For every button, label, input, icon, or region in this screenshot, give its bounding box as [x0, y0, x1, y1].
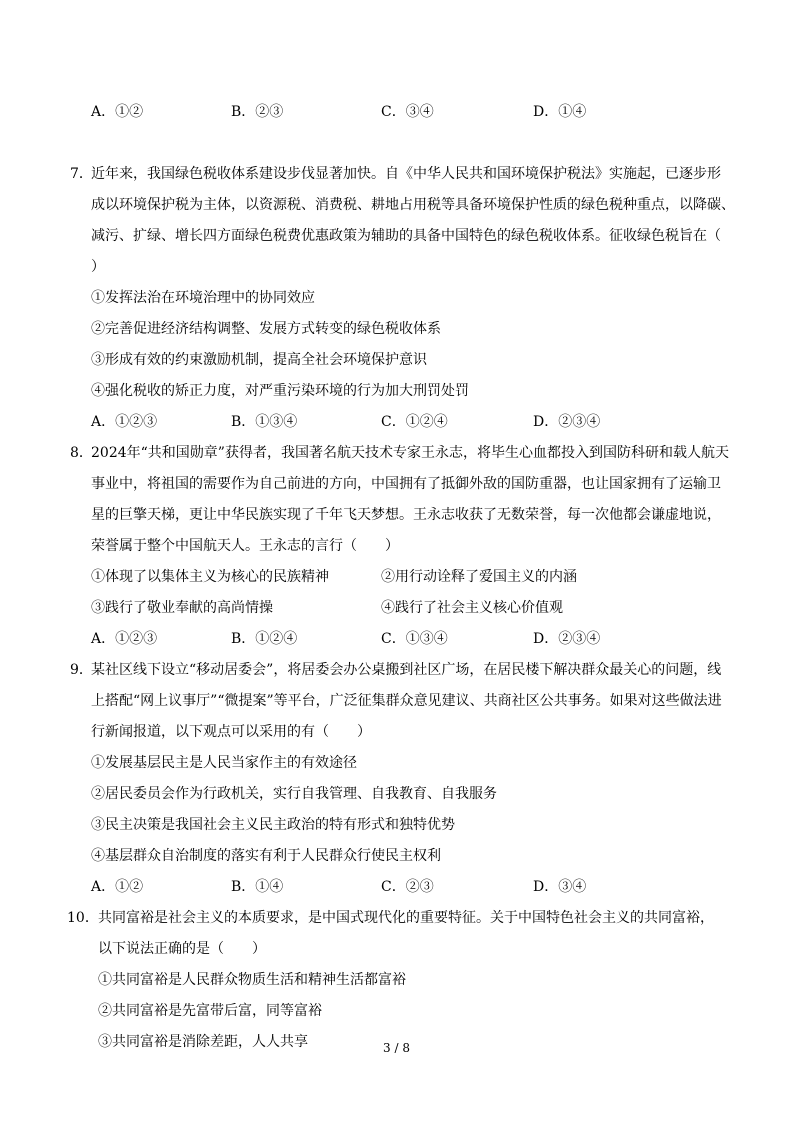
q10-stem-line-2: 以下说法正确的是（ ）	[98, 941, 266, 957]
q7-option-b: B．①③④	[231, 414, 298, 430]
q7-number: 7．	[70, 166, 93, 182]
q7-item-4: ④强化税收的矫正力度，对严重污染环境的行为加大刑罚处罚	[91, 383, 469, 399]
q8-stem-line-1: 2024年“共和国勋章”获得者，我国著名航天技术专家王永志，将毕生心血都投入到国防科研和载人航天	[91, 445, 729, 461]
q7-stem-line-2: 成以环境保护税为主体，以资源税、消费税、耕地占用税等具备环境保护性质的绿色税种重点，以降碳、	[91, 197, 735, 213]
q7-stem-line-4: ）	[91, 259, 105, 275]
q9-option-b: B．①④	[231, 879, 284, 895]
q9-number: 9．	[70, 662, 93, 678]
q8-option-c: C．①③④	[381, 631, 448, 647]
q7-item-3: ③形成有效的约束激励机制，提高全社会环境保护意识	[91, 352, 427, 368]
q9-option-d: D．③④	[533, 879, 587, 895]
q9-item-2: ②居民委员会作为行政机关，实行自我管理、自我教育、自我服务	[91, 786, 497, 802]
q8-item-4: ④践行了社会主义核心价值观	[381, 600, 563, 616]
page-number: 3 / 8	[383, 1041, 410, 1055]
q8-stem-line-3: 星的巨擎天梯，更让中华民族实现了千年飞天梦想。王永志收获了无数荣誉，每一次他都会谦虚地说，	[91, 507, 721, 523]
q8-item-1: ①体现了以集体主义为核心的民族精神	[91, 569, 329, 585]
q10-item-1: ①共同富裕是人民群众物质生活和精神生活都富裕	[98, 972, 406, 988]
q7-item-2: ②完善促进经济结构调整、发展方式转变的绿色税收体系	[91, 321, 441, 337]
q8-item-2: ②用行动诠释了爱国主义的内涵	[381, 569, 577, 585]
q8-stem-line-4: 荣誉属于整个中国航天人。王永志的言行（ ）	[91, 538, 399, 554]
q9-stem-line-1: 某社区线下设立“移动居委会”，将居委会办公桌搬到社区广场，在居民楼下解决群众最关心的问题，线	[91, 662, 722, 678]
q8-item-3: ③践行了敬业奉献的高尚情操	[91, 600, 273, 616]
q6-option-a: A．①②	[91, 104, 144, 120]
q9-item-3: ③民主决策是我国社会主义民主政治的特有形式和独特优势	[91, 817, 455, 833]
q10-number: 10．	[67, 910, 99, 926]
q7-option-c: C．①②④	[381, 414, 448, 430]
q7-item-1: ①发挥法治在环境治理中的协同效应	[91, 290, 315, 306]
q10-stem-line-1: 共同富裕是社会主义的本质要求，是中国式现代化的重要特征。关于中国特色社会主义的共同富裕，	[98, 910, 714, 926]
q10-item-2: ②共同富裕是先富带后富，同等富裕	[98, 1003, 322, 1019]
q7-stem-line-3: 减污、扩绿、增长四方面绿色税费优惠政策为辅助的具备中国特色的绿色税收体系。征收绿色税旨在（	[91, 228, 721, 244]
q8-option-d: D．②③④	[533, 631, 601, 647]
q9-stem-line-2: 上搭配“网上议事厅”“微提案”等平台，广泛征集群众意见建议、共商社区公共事务。如果对这些做法进	[91, 693, 722, 709]
q6-option-d: D．①④	[533, 104, 587, 120]
q6-option-b: B．②③	[231, 104, 284, 120]
q9-stem-line-3: 行新闻报道，以下观点可以采用的有（ ）	[91, 724, 371, 740]
q6-option-c: C．③④	[381, 104, 434, 120]
q7-stem-line-1: 近年来，我国绿色税收体系建设步伐显著加快。自《中华人民共和国环境保护税法》实施起，已逐步形	[91, 166, 721, 182]
q9-item-1: ①发展基层民主是人民当家作主的有效途径	[91, 755, 357, 771]
q10-item-3: ③共同富裕是消除差距，人人共享	[98, 1034, 308, 1050]
q8-stem-line-2: 事业中，将祖国的需要作为自己前进的方向，中国拥有了抵御外敌的国防重器，也让国家拥有了运输卫	[91, 476, 721, 492]
q9-item-4: ④基层群众自治制度的落实有利于人民群众行使民主权利	[91, 848, 441, 864]
q8-option-b: B．①②④	[231, 631, 298, 647]
q8-number: 8．	[70, 445, 93, 461]
q9-option-a: A．①②	[91, 879, 144, 895]
q9-option-c: C．②③	[381, 879, 434, 895]
q7-option-a: A．①②③	[91, 414, 158, 430]
q8-option-a: A．①②③	[91, 631, 158, 647]
q7-option-d: D．②③④	[533, 414, 601, 430]
